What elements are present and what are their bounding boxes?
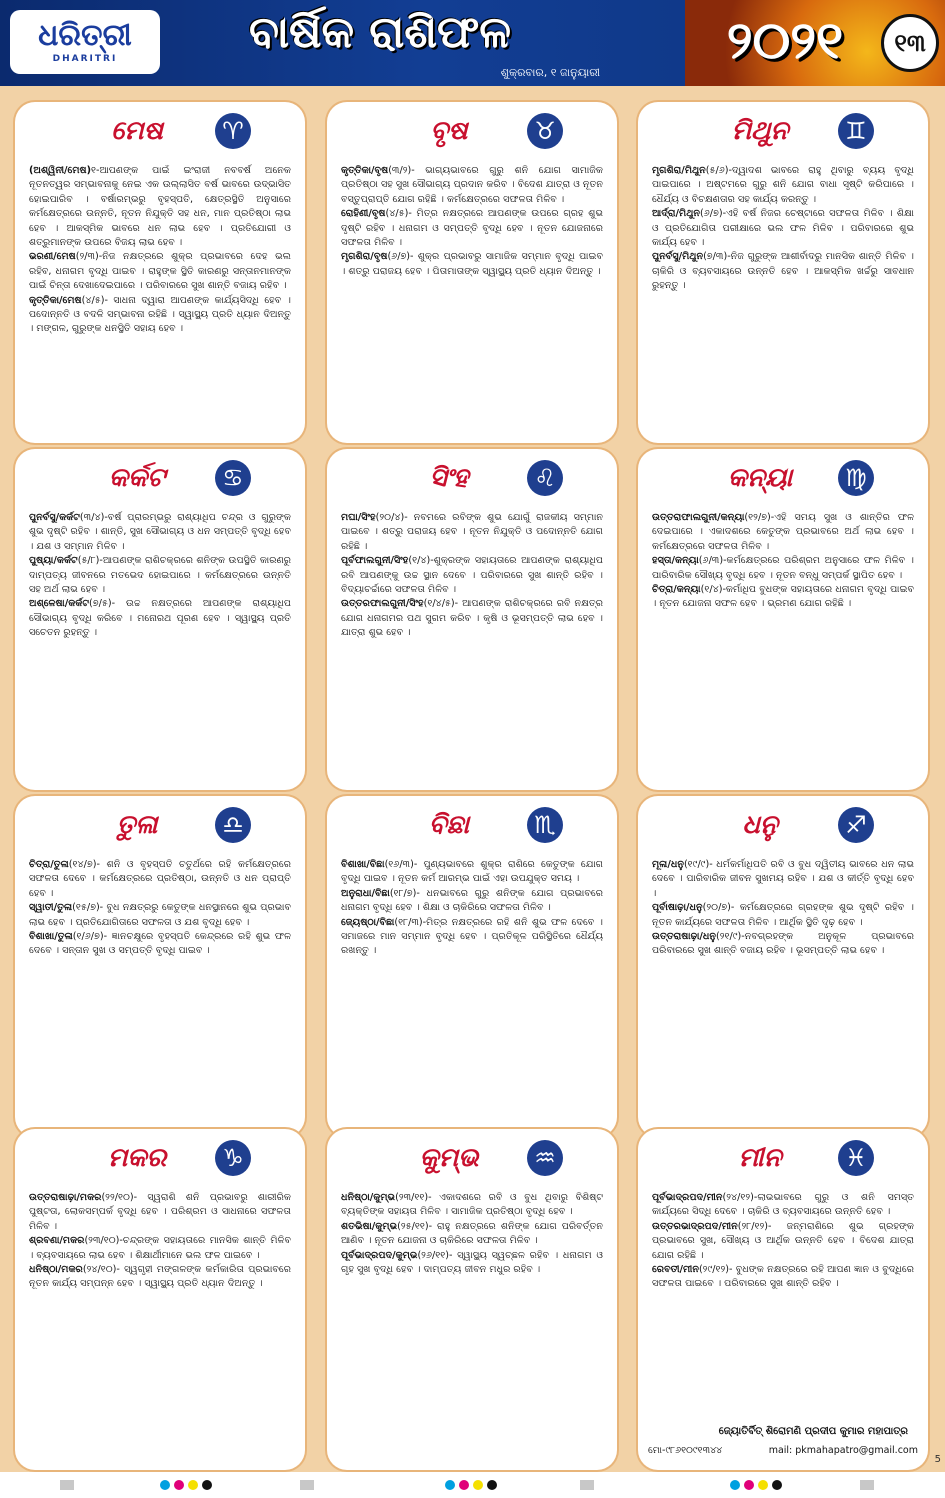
nakshatra-label: ଚିତ୍ରା/କନ୍ୟା (652, 584, 701, 596)
nakshatra-paragraph (652, 583, 914, 612)
nakshatra-paragraph (652, 250, 914, 293)
author-email: mail: pkmahapatro@gmail.com (768, 1445, 918, 1456)
prediction-text: (୨୬/୧୧)- ସ୍ୱାସ୍ଥ୍ୟ ସ୍ୱଚ୍ଛଳ ରହିବ । ଧନାଗମ ଓ ଗୃହ ସୁଖ ବୃଦ୍ଧି ହେବ । ଦାମ୍ପତ୍ୟ ଜୀବନ ମଧୁର ରହିବ । (341, 1249, 603, 1276)
horoscope-card (638, 796, 928, 1137)
author-phone: ମୋ-୯୮୬୧୦୯୧୩୪୪ (648, 1445, 723, 1456)
nakshatra-label: ଜ୍ୟେଷ୍ଠା/ବିଛା (341, 916, 395, 928)
nakshatra-label: ଚିତ୍ରା/ତୁଳା (29, 859, 69, 870)
magenta-dot (744, 1480, 754, 1490)
prediction-text: (୧୬/୩)- ପୁଣ୍ୟଭାବରେ ଶୁକ୍ର ରାଶିରେ କେତୁଙ୍କ ଯୋଗ ବୃଦ୍ଧି ପାଇବ । ନୂତନ କର୍ମ ଆରମ୍ଭ ପାଇଁ ଏହା ଉପଯୁକ୍ତ ସମୟ । (341, 859, 603, 885)
nakshatra-paragraph (341, 207, 603, 250)
registration-bar (860, 1480, 874, 1490)
prediction-text: (୨୫/୧୧)- ରାହୁ ନକ୍ଷତ୍ରରେ ଶନିଙ୍କ ଯୋଗ ପରିବର୍ତ୍ତନ ଆଣିବ । ନୂତନ ଯୋଜନା ଓ ଚାକିରିରେ ସଫଳତା ମିଳିବ । (341, 1220, 603, 1247)
horoscope-card (327, 796, 617, 1137)
horoscope-text (341, 164, 603, 434)
horoscope-card (15, 1129, 305, 1470)
nakshatra-label: ପୁନର୍ବସୁ/କର୍କଟ (29, 512, 80, 523)
nakshatra-paragraph (341, 164, 603, 207)
color-registration-dots (730, 1480, 782, 1490)
nakshatra-paragraph (341, 1191, 603, 1220)
prediction-text: (୧/୬/୭)- ଜ୍ଞାନଚକ୍ଷୁରେ ବୃହସ୍ପତି କେନ୍ଦ୍ରରେ ରହି ଶୁଭ ଫଳ ଦେବେ । ସନ୍ତାନ ସୁଖ ଓ ସମ୍ପତ୍ତି ବୃଦ୍ଧି ପାଇବ । (29, 931, 291, 957)
prediction-text: (୩/୪)-ବର୍ଷ ପ୍ରାରମ୍ଭରୁ ରାଶ୍ୟାଧିପ ଚନ୍ଦ୍ର ଓ ଗୁରୁଙ୍କ ଶୁଭ ଦୃଷ୍ଟି ରହିବ । ଶାନ୍ତି, ସୁଖ ସୌଭାଗ୍ୟ ଓ ଧନ ସମ୍ପତ୍ତି ବୃଦ୍ଧି ହେବ । ଯଶ ଓ ସମ୍ମାନ ମିଳିବ । (29, 512, 291, 552)
nakshatra-paragraph (341, 1249, 603, 1278)
horoscope-text (341, 1191, 603, 1461)
horoscope-text (652, 1191, 914, 1419)
nakshatra-paragraph (652, 1191, 914, 1220)
nakshatra-label: ପୂର୍ବାଷାଢ଼ା/ଧନୁ (652, 902, 703, 914)
nakshatra-label: ଉତ୍ତରାଷାଢ଼ା/ଧନୁ (652, 931, 717, 943)
magenta-dot (174, 1480, 184, 1490)
sign-header (327, 796, 617, 854)
nakshatra-paragraph (652, 858, 914, 901)
sign-name: କୁମ୍ଭ (419, 1142, 479, 1173)
sign-header (15, 449, 305, 507)
nakshatra-label: ରୋହିଣୀ/ବୃଷ (341, 208, 386, 220)
horoscope-card (15, 796, 305, 1137)
registration-bar (60, 1480, 74, 1490)
sign-header (638, 1129, 928, 1187)
horoscope-grid (0, 86, 945, 1472)
lion-icon: ♌ (527, 460, 563, 496)
twins-icon: ♊ (838, 113, 874, 149)
prediction-text: (୪/୫)- ମିତ୍ର ନକ୍ଷତ୍ରରେ ଆପଣଙ୍କ ଉପରେ ଗ୍ରହ ଶୁଭ ଦୃଷ୍ଟି ରହିବ । ଧନାଗମ ଓ ସମ୍ପତ୍ତି ବୃଦ୍ଧି ହେବ । ନୂତନ ଯୋଜନାରେ ସଫଳତା ମିଳିବ । (341, 208, 603, 249)
nakshatra-label: ମୃଗଶିରା/ମିଥୁନ (652, 165, 706, 176)
prediction-text: (୧୪/୭)- ଶନି ଓ ବୃହସ୍ପତି ଚତୁର୍ଥରେ ରହି କର୍ମକ୍ଷେତ୍ରରେ ସଫଳତା ଦେବେ । କର୍ମକ୍ଷେତ୍ରରେ ପ୍ରତିଷ୍ଠା, ଉନ୍ନତି ଓ ଧନ ପ୍ରାପ୍ତି ହେବ । (29, 859, 291, 899)
nakshatra-label: ଉତ୍ତରଫାଲଗୁନୀ/ସିଂହ (341, 598, 424, 610)
nakshatra-paragraph (341, 554, 603, 597)
goat-icon: ♑ (215, 1140, 251, 1176)
horoscope-text (341, 858, 603, 1128)
horoscope-card (638, 449, 928, 790)
prediction-text: (୧୮/୭)- ଧନଭାବରେ ଗୁରୁ ଶନିଙ୍କ ଯୋଗ ପ୍ରଭାବରେ ଧନାଗମ ବୃଦ୍ଧି ହେବ । ଶିକ୍ଷା ଓ ଚାକିରିରେ ସଫଳତା ମିଳିବ । (341, 887, 603, 914)
print-registration-strip (0, 1472, 945, 1498)
prediction-text: (୨୦/୭)- କର୍ମକ୍ଷେତ୍ରରେ ଗ୍ରହଙ୍କ ଶୁଭ ଦୃଷ୍ଟି ରହିବ । ନୂତନ କାର୍ଯ୍ୟରେ ସଫଳତା ମିଳିବ । ଆର୍ଥିକ ସ୍ଥିତି ଦୃଢ଼ ହେବ । (652, 902, 914, 928)
yellow-dot (473, 1480, 483, 1490)
horoscope-card (15, 102, 305, 443)
horoscope-text (652, 511, 914, 781)
prediction-text: (୬/୭)- ଶୁକ୍ର ପ୍ରଭାବରୁ ସାମାଜିକ ସମ୍ମାନ ବୃଦ୍ଧି ପାଇବ । ଶତ୍ରୁ ପରାଜୟ ହେବ । ପିତାମାତାଙ୍କ ସ୍ୱାସ୍ଥ୍ୟ ପ୍ରତି ଧ୍ୟାନ ଦିଅନ୍ତୁ । (341, 251, 603, 277)
sign-name: ମୀନ (738, 1142, 782, 1173)
logo-text: ଧରିତ୍ରୀ (38, 17, 132, 53)
nakshatra-paragraph (652, 511, 914, 554)
prediction-text: (୨୧/୯)-ନବଗ୍ରହଙ୍କ ଅନୁକୂଳ ପ୍ରଭାବରେ ପରିବାରରେ ସୁଖ ଶାନ୍ତି ବଜାୟ ରହିବ । ଭୂସମ୍ପତ୍ତି ଲାଭ ହେବ । (652, 931, 914, 957)
newspaper-logo (10, 10, 160, 74)
sign-name: ଧନୁ (742, 809, 778, 840)
yellow-dot (758, 1480, 768, 1490)
nakshatra-label: କୃତ୍ତିକା/ମେଷ (29, 294, 82, 306)
sign-name: ବିଛା (428, 809, 470, 840)
sign-header (638, 102, 928, 160)
nakshatra-label: ବିଶାଖା/ତୁଳା (29, 931, 73, 943)
nakshatra-label: ଭରଣୀ/ମେଷ (29, 251, 76, 263)
sign-header (327, 1129, 617, 1187)
archer-icon: ♐ (838, 807, 874, 843)
nakshatra-label: ପୂର୍ବଫାଲଗୁନୀ/ସିଂହ (341, 555, 409, 567)
prediction-text: (୨୨/୧୦)- ସ୍ୱରାଶି ଶନି ପ୍ରଭାବରୁ ଶାରୀରିକ ପୁଷ୍ଟତା, ଲୋକସମ୍ପର୍କ ବୃଦ୍ଧି ହେବ । ପରିଶ୍ରମ ଓ ସାଧନାରେ ସଫଳତା ମିଳିବ । (29, 1192, 291, 1232)
nakshatra-paragraph (29, 597, 291, 640)
prediction-text: (୬/୩)-କର୍ମକ୍ଷେତ୍ରରେ ପରିଶ୍ରମ ଅନୁସାରେ ଫଳ ମିଳିବ । ପାରିବାରିକ ସୌଖ୍ୟ ବୃଦ୍ଧି ହେବ । ନୂତନ ବନ୍ଧୁ ସମ୍ପର୍କ ସ୍ଥାପିତ ହେବ । (652, 555, 914, 581)
horoscope-card (327, 1129, 617, 1470)
horoscope-text (29, 164, 291, 434)
nakshatra-label: କୃତ୍ତିକା/ବୃଷ (341, 165, 389, 176)
sign-name: ମିଥୁନ (731, 115, 789, 146)
nakshatra-label: ମୃଗଶିରା/ବୃଷ (341, 251, 388, 263)
prediction-text: (୨୯/୧୨)- ବୁଧଙ୍କ ନକ୍ଷତ୍ରରେ ରହି ଆପଣ ଜ୍ଞାନ ଓ ବୁଦ୍ଧିରେ ସଫଳତା ପାଇବେ । ପରିବାରରେ ସୁଖ ଶାନ୍ତି ରହିବ । (652, 1264, 914, 1290)
black-dot (202, 1480, 212, 1490)
sign-name: ବୃଷ (430, 115, 468, 146)
sign-header (327, 449, 617, 507)
prediction-text: (୨୩/୧୧)- ଏକାଦଶରେ ରବି ଓ ବୁଧ ଥିବାରୁ ବିଶିଷ୍ଟ ବ୍ୟକ୍ତିଙ୍କ ସହାୟତା ମିଳିବ । ସାମାଜିକ ପ୍ରତିଷ୍ଠା ବୃଦ୍ଧି ହେବ । (341, 1192, 603, 1218)
black-dot (487, 1480, 497, 1490)
fish-icon: ♓ (838, 1140, 874, 1176)
nakshatra-paragraph (29, 930, 291, 959)
prediction-text: (୧୨/୭)-ଏହି ସମୟ ସୁଖ ଓ ଶାନ୍ତିର ଫଳ ଦେଇପାରେ । ଏକାଦଶରେ କେତୁଙ୍କ ପ୍ରଭାବରେ ଅର୍ଥ ଲାଭ ହେବ । କର୍ମକ୍ଷେତ୍ରରେ ସଫଳତା ମିଳିବ । (652, 512, 914, 552)
nakshatra-paragraph (29, 294, 291, 337)
prediction-text: (୫/୮)-ଆପଣଙ୍କ ରାଶିଚକ୍ରରେ ଶନିଙ୍କ ଉପସ୍ଥିତି କାରଣରୁ ଦାମ୍ପତ୍ୟ ଜୀବନରେ ମତଭେଦ ହୋଇପାରେ । କର୍ମକ୍ଷେତ୍ରରେ ଉନ୍ନତି ସହ ଅର୍ଥ ଲାଭ ହେବ । (29, 555, 291, 596)
prediction-text: (୨୦/୪)- ନବମରେ ରବିଙ୍କ ଶୁଭ ଯୋଗୁଁ ରାଜକୀୟ ସମ୍ମାନ ପାଇବେ । ଶତ୍ରୁ ପରାଜୟ ହେବ । ନୂତନ ନିଯୁକ୍ତି ଓ ପଦୋନ୍ନତି ଯୋଗ ରହିଛି । (341, 512, 603, 552)
sign-header (15, 102, 305, 160)
nakshatra-label: ବିଶାଖା/ବିଛା (341, 859, 385, 870)
ram-icon: ♈ (215, 113, 251, 149)
logo-subtitle: DHARITRI (52, 53, 118, 64)
water-bearer-icon: ♒ (527, 1140, 563, 1176)
nakshatra-paragraph (652, 901, 914, 930)
sign-header (15, 796, 305, 854)
nakshatra-paragraph (29, 1263, 291, 1292)
prediction-text: (୭/୫)- ଉଚ୍ଚ ନକ୍ଷତ୍ରରେ ଆପଣଙ୍କ ରାଶ୍ୟାଧିପ ସୌଭାଗ୍ୟ ବୃଦ୍ଧି କରିବେ । ମନୋରଥ ପୂରଣ ହେବ । ସ୍ୱାସ୍ଥ୍ୟ ପ୍ରତି ସଚେତନ ରୁହନ୍ତୁ । (29, 598, 291, 639)
nakshatra-label: ପୂର୍ବଭାଦ୍ରପଦ/କୁମ୍ଭ (341, 1249, 418, 1261)
horoscope-text (29, 1191, 291, 1461)
nakshatra-label: ସ୍ୱାତୀ/ତୁଳା (29, 902, 73, 914)
nakshatra-paragraph (652, 554, 914, 583)
horoscope-text (341, 511, 603, 781)
sign-header (327, 102, 617, 160)
prediction-text: (୧୯/୯)- ଧର୍ମକର୍ମାଧିପତି ରବି ଓ ବୁଧ ଦ୍ୱିତୀୟ ଭାବରେ ଧନ ଲାଭ ଦେବେ । ପାରିବାରିକ ଜୀବନ ସୁଖମୟ ରହିବ । ଯଶ ଓ କୀର୍ତ୍ତି ବୃଦ୍ଧି ହେବ । (652, 859, 914, 899)
side-page-number: 5 (934, 1454, 941, 1465)
nakshatra-paragraph (652, 1220, 914, 1263)
nakshatra-paragraph (652, 1263, 914, 1292)
horoscope-text (29, 858, 291, 1128)
nakshatra-paragraph (341, 511, 603, 554)
prediction-text: (୧/୪)-କର୍ମାଧିପ ବୁଧଙ୍କ ସହାୟତାରେ ଧନାଗମ ବୃଦ୍ଧି ପାଇବ । ନୂତନ ଯୋଜନା ସଫଳ ହେବ । ଭ୍ରମଣ ଯୋଗ ରହିଛି । (652, 584, 914, 610)
nakshatra-paragraph (652, 207, 914, 250)
nakshatra-paragraph (341, 887, 603, 916)
sign-header (638, 449, 928, 507)
prediction-text: (୬/୭)-ଏହି ବର୍ଷ ନିଜର ଚେଷ୍ଟାରେ ସଫଳତା ମିଳିବ । ଶିକ୍ଷା ଓ ପ୍ରତିଯୋଗିତା ପରୀକ୍ଷାରେ ଭଲ ଫଳ ମିଳିବ । ପରିବାରରେ ଶୁଭ କାର୍ଯ୍ୟ ହେବ । (652, 208, 914, 249)
color-registration-dots (445, 1480, 497, 1490)
prediction-text: (୨/୩)-ନିଜ ନକ୍ଷତ୍ରରେ ଶୁକ୍ର ପ୍ରଭାବରେ ଦେହ ଭଲ ରହିବ, ଧନାଗମ ବୃଦ୍ଧି ପାଇବ । ରାହୁଙ୍କ ସ୍ଥିତି କାରଣରୁ ସନ୍ତାନମାନଙ୍କ ପାଇଁ ଚିନ୍ତା ଦେଖାଦେଇପାରେ । ପରିବାରରେ ସୁଖ ଶାନ୍ତି ବଜାୟ ରହିବ । (29, 251, 291, 292)
prediction-text: (୨୮/୧୨)- ଜନ୍ମରାଶିରେ ଶୁଭ ଗ୍ରହଙ୍କ ପ୍ରଭାବରେ ସୁଖ, ସୌଖ୍ୟ ଓ ଆର୍ଥିକ ଉନ୍ନତି ହେବ । ବିଦେଶ ଯାତ୍ରା ଯୋଗ ରହିଛି । (652, 1220, 914, 1261)
nakshatra-paragraph (29, 1234, 291, 1263)
prediction-text: (୨୪/୧୦)- ସ୍ୱଗୃହୀ ମଙ୍ଗଳଙ୍କ କର୍ମକାରିତା ପ୍ରଭାବରେ ନୂତନ କାର୍ଯ୍ୟ ସମ୍ପନ୍ନ ହେବ । ସ୍ୱାସ୍ଥ୍ୟ ପ୍ରତି ଧ୍ୟାନ ଦିଅନ୍ତୁ । (29, 1264, 291, 1290)
nakshatra-paragraph (29, 164, 291, 250)
nakshatra-paragraph (29, 511, 291, 554)
prediction-text: (୨୪/୧୨)-ଲାଭଭାବରେ ଗୁରୁ ଓ ଶନି ସମସ୍ତ କାର୍ଯ୍ୟରେ ସିଦ୍ଧି ଦେବେ । ଚାକିରି ଓ ବ୍ୟବସାୟରେ ଉନ୍ନତି ହେବ । (652, 1192, 914, 1218)
scales-icon: ♎ (215, 807, 251, 843)
magenta-dot (459, 1480, 469, 1490)
nakshatra-label: ଉତ୍ତରାଷାଢ଼ା/ମକର (29, 1192, 102, 1203)
prediction-text: (୧୫/୭)- ବୁଧ ନକ୍ଷତ୍ରରୁ କେତୁଙ୍କ ଧନସ୍ଥାନରେ ଶୁଭ ପ୍ରଭାବ ଲାଭ ହେବ । ପ୍ରତିଯୋଗିତାରେ ସଫଳତା ଓ ଯଶ ବୃଦ୍ଧି ହେବ । (29, 902, 291, 928)
sign-name: କନ୍ୟା (727, 462, 793, 493)
yellow-dot (188, 1480, 198, 1490)
prediction-text: (୪/୫)- ସାଧନା ଦ୍ୱାରା ଆପଣଙ୍କ କାର୍ଯ୍ୟସିଦ୍ଧି ହେବ । ପଦୋନ୍ନତି ଓ ବଦଳି ସମ୍ଭାବନା ରହିଛି । ସ୍ୱାସ୍ଥ୍ୟ ପ୍ରତି ଧ୍ୟାନ ଦିଅନ୍ତୁ । ମଙ୍ଗଳ, ଗୁରୁଙ୍କ ଧନସ୍ଥିତି ସହାୟ ହେବ । (29, 294, 291, 335)
color-registration-dots (160, 1480, 212, 1490)
nakshatra-paragraph (652, 930, 914, 959)
nakshatra-paragraph (29, 858, 291, 901)
cyan-dot (730, 1480, 740, 1490)
nakshatra-label: ପୁଷ୍ୟା/କର୍କଟ (29, 555, 78, 567)
issue-date: ଶୁକ୍ରବାର, ୧ ଜାନୁୟାରୀ (500, 66, 600, 79)
prediction-text: (୩/୨)- ଭାଗ୍ୟଭାବରେ ଗୁରୁ ଶନି ଯୋଗ ସାମାଜିକ ପ୍ରତିଷ୍ଠା ସହ ସୁଖ ସୌଭାଗ୍ୟ ପ୍ରଦାନ କରିବ । ବିଦେଶ ଯାତ୍ରା ଓ ନୂତନ ବସ୍ତୁପ୍ରାପ୍ତି ଯୋଗ ରହିଛି । କର୍ମକ୍ଷେତ୍ରରେ ସଫଳତା ମିଳିବ । (341, 165, 603, 205)
prediction-text: (୧୮/୩)-ମିତ୍ର ନକ୍ଷତ୍ରରେ ରହି ଶନି ଶୁଭ ଫଳ ଦେବେ । ସମାଜରେ ମାନ ସମ୍ମାନ ବୃଦ୍ଧି ହେବ । ପ୍ରତିକୂଳ ପରିସ୍ଥିତିରେ ଧୈର୍ଯ୍ୟ ରଖନ୍ତୁ । (341, 916, 603, 957)
nakshatra-paragraph (29, 554, 291, 597)
prediction-text: (୧/୪)-ଶୁକ୍ରଙ୍କ ସହାୟତାରେ ଆପଣଙ୍କ ରାଶ୍ୟାଧିପ ରବି ଆପଣଙ୍କୁ ଉଚ୍ଚ ସ୍ଥାନ ଦେବେ । ପରିବାରରେ ସୁଖ ଶାନ୍ତି ରହିବ । ବିଦ୍ୟାଚର୍ଚ୍ଚାରେ ସଫଳତା ମିଳିବ । (341, 555, 603, 596)
nakshatra-label: ହସ୍ତା/କନ୍ୟା (652, 555, 699, 567)
nakshatra-label: ଅନୁରାଧା/ବିଛା (341, 887, 390, 899)
nakshatra-label: ପୁନର୍ବସୁ/ମିଥୁନ (652, 251, 704, 263)
nakshatra-label: ପୂର୍ବଭାଦ୍ରପଦ/ମୀନ (652, 1192, 723, 1203)
horoscope-card (15, 449, 305, 790)
horoscope-text (652, 164, 914, 434)
nakshatra-paragraph (341, 597, 603, 640)
nakshatra-label: ଶ୍ରବଣା/ମକର (29, 1235, 85, 1247)
nakshatra-paragraph (652, 164, 914, 207)
prediction-text: ୧-ଆପଣଙ୍କ ପାଇଁ ଇଂରାଜୀ ନବବର୍ଷ ଅନେକ ନୂତନତ୍ୱର ସମ୍ଭାବନାକୁ ନେଇ ଏକ ଉଲ୍ଲାସିତ ବର୍ଷ ଭାବରେ ଉଦ୍ଭାସିତ ହୋଇପାରିବ । ବର୍ଷାରମ୍ଭରୁ ବୃହସ୍ପତି, କ୍ଷେତ୍ରସ୍ଥିତି ଅନୁସାରେ କର୍ମକ୍ଷେତ୍ରରେ ଉନ୍ନତି, ନୂତନ ନିଯୁକ୍ତି ସହ ଧନ, ମାନ ପ୍ରତିଷ୍ଠା ଲାଭ ହେବ । ଆକସ୍ମିକ ଭାବରେ ଧନ ଲାଭ ହେବ । ପ୍ରତିଯୋଗୀ ଓ ଶତ୍ରୁମାନଙ୍କ ଉପରେ ବିଜୟ ଲାଭ ହେବ । (29, 165, 291, 249)
horoscope-card (638, 1129, 928, 1470)
prediction-text: (୫/୬)-ଦ୍ୱାଦଶ ଭାବରେ ରାହୁ ଥିବାରୁ ବ୍ୟୟ ବୃଦ୍ଧି ପାଇପାରେ । ଅଷ୍ଟମରେ ଗୁରୁ ଶନି ଯୋଗ ବାଧା ସୃଷ୍ଟି କରିପାରେ । ଧୈର୍ଯ୍ୟ ଓ ବିଚକ୍ଷଣତାର ସହ କାର୍ଯ୍ୟ କରନ୍ତୁ । (652, 165, 914, 205)
sign-header (15, 1129, 305, 1187)
nakshatra-label: ମଘା/ସିଂହ (341, 512, 376, 523)
nakshatra-paragraph (341, 1220, 603, 1249)
masthead (0, 0, 945, 86)
sign-header (638, 796, 928, 854)
nakshatra-label: ଉତ୍ତରାଫାଲଗୁନୀ/କନ୍ୟା (652, 512, 745, 523)
nakshatra-label: ଉତ୍ତରଭାଦ୍ରପଦ/ମୀନ (652, 1220, 738, 1232)
nakshatra-paragraph (341, 858, 603, 887)
author-credit: ଜ୍ୟୋତିର୍ବିତ୍ ଶିରୋମଣି ପ୍ରଦୀପ କୁମାର ମହାପାତ୍ର (718, 1426, 908, 1437)
prediction-text: (୨୩/୧୦)-ଚନ୍ଦ୍ରଙ୍କ ସହାୟତାରେ ମାନସିକ ଶାନ୍ତି ମିଳିବ । ବ୍ୟବସାୟରେ ଲାଭ ହେବ । ଶିକ୍ଷାର୍ଥୀମାନେ ଭଲ ଫଳ ପାଇବେ । (29, 1235, 291, 1261)
nakshatra-paragraph (29, 250, 291, 293)
sign-name: ମକର (107, 1142, 167, 1173)
prediction-text: (୧/୪/୫)- ଆପଣଙ୍କ ରାଶିଚକ୍ରରେ ରବି ନକ୍ଷତ୍ର ଯୋଗ ଧନାଗମର ପଥ ସୁଗମ କରିବ । କୃଷି ଓ ଭୂସମ୍ପତ୍ତି ଲାଭ ହେବ । ଯାତ୍ରା ଶୁଭ ହେବ । (341, 598, 603, 639)
page-number-badge: ୧୩ (881, 14, 939, 72)
nakshatra-paragraph (341, 250, 603, 279)
horoscope-card (327, 102, 617, 443)
prediction-text: (୭/୩)-ନିଜ ଗୁରୁଙ୍କ ଆଶୀର୍ବାଦରୁ ମାନସିକ ଶାନ୍ତି ମିଳିବ । ଚାକିରି ଓ ବ୍ୟବସାୟରେ ଉନ୍ନତି ହେବ । ଆକସ୍ମିକ ଖର୍ଚ୍ଚରୁ ସାବଧାନ ରୁହନ୍ତୁ । (652, 251, 914, 292)
nakshatra-label: (ଅଶ୍ୱିନୀ/ମେଷ) (29, 165, 91, 176)
maiden-icon: ♍ (838, 460, 874, 496)
nakshatra-label: ଆର୍ଦ୍ରା/ମିଥୁନ (652, 208, 700, 220)
nakshatra-paragraph (29, 901, 291, 930)
scorpion-icon: ♏ (527, 807, 563, 843)
page-title: ବାର୍ଷିକ ରାଶିଫଳ (248, 6, 512, 58)
nakshatra-paragraph (341, 916, 603, 959)
sign-name: କର୍କଟ (108, 462, 166, 493)
sign-name: ତୁଳା (116, 809, 158, 840)
horoscope-text (29, 511, 291, 781)
black-dot (772, 1480, 782, 1490)
horoscope-text (652, 858, 914, 1128)
nakshatra-label: ଶତଭିଷା/କୁମ୍ଭ (341, 1220, 398, 1232)
registration-bar (300, 1480, 314, 1490)
cyan-dot (160, 1480, 170, 1490)
year-title: ୨୦୨୧ (726, 10, 844, 71)
registration-bar (580, 1480, 594, 1490)
crab-icon: ♋ (215, 460, 251, 496)
nakshatra-label: ଧନିଷ୍ଠା/କୁମ୍ଭ (341, 1192, 396, 1203)
bull-icon: ♉ (527, 113, 563, 149)
nakshatra-label: ଅଶ୍ଳେଷା/କର୍କଟ (29, 598, 90, 610)
nakshatra-label: ମୂଳା/ଧନୁ (652, 859, 684, 870)
horoscope-card (327, 449, 617, 790)
horoscope-card (638, 102, 928, 443)
author-contact (648, 1445, 918, 1456)
sign-name: ସିଂହ (429, 462, 469, 493)
nakshatra-paragraph (29, 1191, 291, 1234)
nakshatra-label: ରେବତୀ/ମୀନ (652, 1264, 699, 1276)
cyan-dot (445, 1480, 455, 1490)
nakshatra-label: ଧନିଷ୍ଠା/ମକର (29, 1264, 83, 1276)
sign-name: ମେଷ (111, 115, 163, 146)
